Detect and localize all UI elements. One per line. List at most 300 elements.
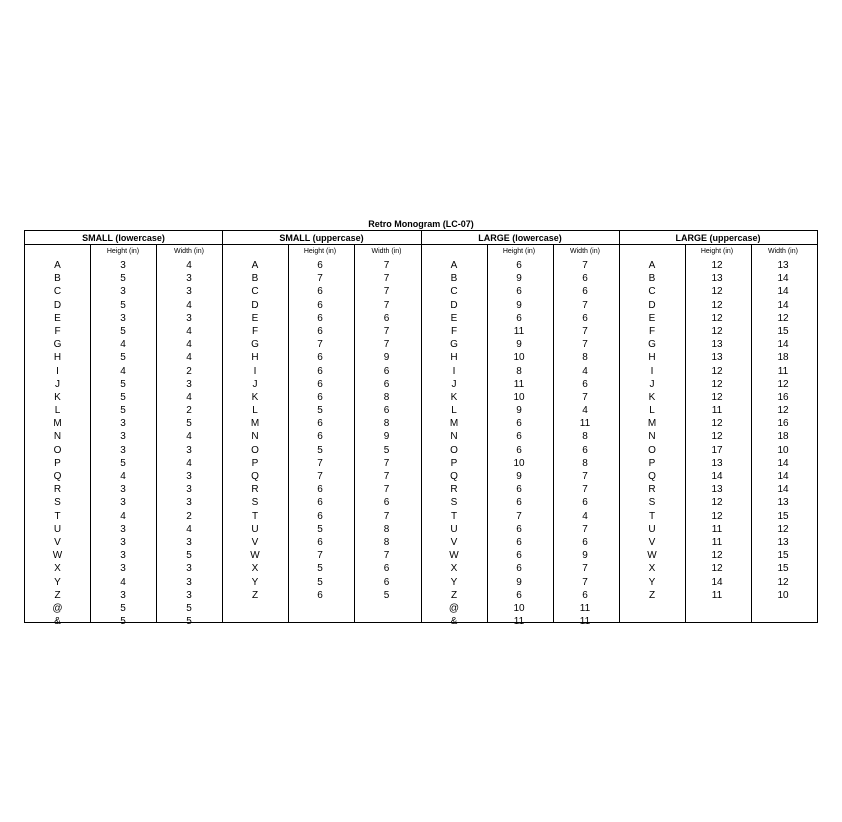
letter-cell: E (450, 312, 458, 324)
height-cell: 5 (120, 325, 126, 337)
height-cell: 7 (317, 457, 323, 469)
height-cell: 5 (317, 523, 323, 535)
letter-cell: Y (54, 576, 61, 588)
letter-cell: Z (54, 589, 61, 601)
letter-cell: B (648, 273, 656, 285)
height-cell: 3 (120, 312, 126, 324)
width-cell: 6 (582, 273, 588, 285)
width-cell: 8 (383, 523, 390, 535)
width-cell: 6 (383, 312, 390, 324)
width-cell: 6 (383, 378, 390, 390)
letter-cell: G (53, 339, 62, 351)
width-cell: 18 (777, 352, 789, 364)
letter-column (222, 259, 288, 602)
width-cell: 10 (777, 589, 789, 601)
width-cell: 15 (777, 563, 789, 575)
letter-cell: Z (450, 589, 458, 601)
width-cell: 7 (383, 260, 390, 271)
letter-cell: V (54, 536, 61, 548)
height-cell: 5 (120, 378, 126, 390)
height-cell: 9 (516, 273, 522, 285)
width-cell: 4 (582, 365, 588, 377)
height-cell: 14 (711, 576, 723, 588)
width-cell: 5 (383, 589, 390, 601)
width-cell: 14 (777, 339, 789, 351)
height-cell: 7 (516, 510, 522, 522)
letter-cell: H (53, 352, 62, 364)
letter-cell: S (251, 497, 259, 509)
height-cell: 6 (516, 523, 522, 535)
height-cell: 10 (513, 457, 525, 469)
height-cell: 12 (711, 260, 723, 271)
width-cell: 6 (582, 444, 588, 456)
height-cell: 3 (120, 563, 126, 575)
letter-cell: T (648, 510, 656, 522)
width-cell: 7 (582, 339, 588, 351)
width-cell: 11 (579, 616, 591, 628)
height-cell: 9 (516, 576, 522, 588)
letter-cell: J (451, 378, 457, 390)
width-cell: 7 (383, 510, 390, 522)
width-cell: 6 (582, 536, 588, 548)
height-column (287, 259, 353, 602)
height-cell: 6 (317, 286, 323, 298)
letter-cell: W (250, 550, 260, 562)
height-cell: 6 (317, 536, 323, 548)
letter-cell: T (251, 510, 259, 522)
height-cell: 9 (516, 471, 522, 482)
height-cell: 3 (120, 497, 126, 509)
letter-cell: I (452, 365, 456, 377)
letter-cell: Q (251, 471, 259, 482)
height-column-header: Height (in) (106, 248, 140, 255)
height-column-header: Height (in) (303, 248, 337, 255)
letter-cell: P (54, 457, 61, 469)
height-cell: 11 (513, 378, 525, 390)
width-cell: 14 (777, 471, 789, 482)
letter-cell: L (54, 405, 61, 417)
height-cell: 4 (120, 576, 126, 588)
width-cell: 4 (582, 510, 588, 522)
width-column (156, 259, 222, 628)
height-cell: 6 (317, 312, 323, 324)
letter-cell: Q (648, 471, 656, 482)
width-cell: 3 (186, 273, 192, 285)
letter-cell: Y (648, 576, 656, 588)
group-title-small-uppercase: SMALL (uppercase) (279, 233, 364, 243)
width-cell: 6 (582, 589, 588, 601)
height-cell: 4 (120, 471, 126, 482)
width-cell: 14 (777, 484, 789, 496)
letter-cell: C (251, 286, 259, 298)
letter-cell: W (449, 550, 459, 562)
width-cell: 7 (383, 273, 390, 285)
letter-cell: O (648, 444, 656, 456)
height-cell: 14 (711, 471, 723, 482)
height-cell: 11 (711, 405, 723, 417)
width-cell: 7 (582, 523, 588, 535)
group-title-small-lowercase: SMALL (lowercase) (82, 233, 165, 243)
width-cell: 14 (777, 273, 789, 285)
height-cell: 6 (317, 484, 323, 496)
height-cell: 6 (317, 431, 323, 443)
width-cell: 7 (582, 260, 588, 271)
letter-column (619, 259, 685, 602)
height-cell: 12 (711, 510, 723, 522)
letter-cell: R (53, 484, 62, 496)
letter-cell: V (450, 536, 458, 548)
height-cell: 7 (317, 273, 323, 285)
height-cell: 6 (516, 589, 522, 601)
letter-cell: L (451, 405, 457, 417)
width-cell: 6 (383, 405, 390, 417)
height-cell: 12 (711, 286, 723, 298)
width-column-header: Width (in) (570, 248, 600, 255)
width-cell: 6 (383, 497, 390, 509)
letter-cell: Y (251, 576, 259, 588)
document-title: Retro Monogram (LC-07) (368, 219, 474, 229)
width-cell: 7 (383, 339, 390, 351)
width-column-header: Width (in) (768, 248, 798, 255)
width-cell: 8 (383, 391, 390, 403)
height-cell: 11 (513, 616, 525, 628)
height-cell: 12 (711, 312, 723, 324)
letter-cell: J (55, 378, 60, 390)
width-cell: 6 (383, 576, 390, 588)
letter-cell: Y (450, 576, 458, 588)
width-column-header: Width (in) (371, 248, 402, 255)
height-cell: 10 (513, 602, 525, 614)
letter-cell: M (449, 418, 459, 430)
height-cell: 13 (711, 339, 723, 351)
height-cell: 13 (711, 352, 723, 364)
letter-cell: N (53, 431, 62, 443)
letter-cell: J (252, 378, 258, 390)
height-cell: 12 (711, 391, 723, 403)
letter-cell: N (251, 431, 259, 443)
width-cell: 9 (582, 550, 588, 562)
width-cell: 4 (582, 405, 588, 417)
height-cell: 6 (516, 418, 522, 430)
letter-cell: F (251, 325, 259, 337)
letter-cell: R (648, 484, 656, 496)
width-cell: 12 (777, 576, 789, 588)
height-cell: 11 (711, 536, 723, 548)
width-cell: 14 (777, 286, 789, 298)
width-cell: 5 (383, 444, 390, 456)
height-cell: 11 (513, 325, 525, 337)
letter-cell: D (251, 299, 259, 311)
width-cell: 9 (383, 352, 390, 364)
height-cell: 5 (317, 563, 323, 575)
height-cell: 6 (516, 484, 522, 496)
letter-cell: X (251, 563, 259, 575)
height-cell: 6 (317, 365, 323, 377)
letter-cell: P (648, 457, 656, 469)
height-cell: 6 (317, 510, 323, 522)
height-cell: 6 (516, 312, 522, 324)
letter-cell: D (450, 299, 458, 311)
letter-cell: A (450, 260, 458, 271)
height-column-header: Height (in) (700, 248, 734, 255)
height-cell: 6 (516, 444, 522, 456)
width-cell: 7 (582, 484, 588, 496)
letter-cell: S (54, 497, 61, 509)
letter-cell: @ (448, 602, 460, 614)
height-column (90, 259, 156, 628)
width-cell: 7 (383, 325, 390, 337)
width-cell: 5 (186, 550, 192, 562)
width-cell: 11 (579, 602, 591, 614)
height-cell: 5 (120, 273, 126, 285)
letter-cell: K (54, 391, 61, 403)
height-cell: 3 (120, 418, 126, 430)
width-cell: 8 (582, 352, 588, 364)
height-cell: 3 (120, 523, 126, 535)
width-cell: 5 (186, 602, 192, 614)
height-cell: 7 (317, 471, 323, 482)
height-cell: 13 (711, 273, 723, 285)
width-cell: 6 (582, 378, 588, 390)
height-cell: 13 (711, 457, 723, 469)
width-cell: 3 (186, 312, 192, 324)
height-cell: 10 (513, 352, 525, 364)
letter-cell: K (450, 391, 458, 403)
letter-cell: A (648, 260, 656, 271)
width-cell: 12 (777, 378, 789, 390)
width-cell: 4 (186, 299, 192, 311)
height-cell: 6 (317, 418, 323, 430)
width-cell: 15 (777, 510, 789, 522)
width-cell: 5 (186, 418, 192, 430)
letter-cell: @ (52, 602, 63, 614)
height-cell: 6 (516, 497, 522, 509)
letter-cell: K (251, 391, 259, 403)
height-cell: 7 (317, 550, 323, 562)
letter-cell: U (648, 523, 656, 535)
width-cell: 7 (383, 286, 390, 298)
width-cell: 6 (383, 563, 390, 575)
height-cell: 12 (711, 431, 723, 443)
letter-cell: D (53, 299, 62, 311)
height-cell: 8 (516, 365, 522, 377)
letter-cell: B (450, 273, 458, 285)
width-cell: 7 (582, 563, 588, 575)
letter-cell: J (649, 378, 655, 390)
letter-column (25, 259, 90, 628)
letter-cell: D (648, 299, 656, 311)
height-cell: 3 (120, 550, 126, 562)
width-cell: 4 (186, 523, 192, 535)
letter-cell: T (450, 510, 458, 522)
width-cell: 12 (777, 405, 789, 417)
letter-cell: A (54, 260, 61, 271)
width-cell: 7 (582, 471, 588, 482)
height-cell: 6 (317, 497, 323, 509)
height-cell: 9 (516, 299, 522, 311)
width-cell: 3 (186, 444, 192, 456)
width-cell: 6 (383, 365, 390, 377)
height-cell: 12 (711, 365, 723, 377)
height-cell: 5 (120, 457, 126, 469)
letter-cell: M (647, 418, 657, 430)
width-cell: 16 (777, 418, 789, 430)
width-cell: 6 (582, 497, 588, 509)
height-cell: 4 (120, 339, 126, 351)
width-cell: 7 (582, 576, 588, 588)
width-cell: 11 (579, 418, 591, 430)
letter-cell: V (251, 536, 259, 548)
width-cell: 12 (777, 523, 789, 535)
width-cell: 8 (582, 457, 588, 469)
width-cell: 15 (777, 325, 789, 337)
height-cell: 11 (711, 589, 723, 601)
width-cell: 15 (777, 550, 789, 562)
height-cell: 3 (120, 444, 126, 456)
height-cell: 12 (711, 325, 723, 337)
group-title-large-lowercase: LARGE (lowercase) (478, 233, 562, 243)
letter-cell: T (54, 510, 61, 522)
height-cell: 5 (120, 616, 126, 628)
height-cell: 5 (317, 576, 323, 588)
letter-cell: F (54, 325, 61, 337)
height-cell: 6 (317, 391, 323, 403)
monogram-size-table (24, 230, 818, 628)
letter-cell: E (648, 312, 656, 324)
width-cell: 2 (186, 405, 192, 417)
height-cell: 3 (120, 286, 126, 298)
width-cell: 7 (582, 299, 588, 311)
letter-cell: V (648, 536, 656, 548)
width-cell: 16 (777, 391, 789, 403)
height-cell: 12 (711, 378, 723, 390)
width-cell: 4 (186, 431, 192, 443)
width-cell: 7 (383, 299, 390, 311)
height-cell: 10 (513, 391, 525, 403)
width-cell: 2 (186, 365, 192, 377)
height-cell: 6 (317, 378, 323, 390)
width-cell: 9 (383, 431, 390, 443)
letter-cell: I (650, 365, 654, 377)
letter-cell: W (52, 550, 63, 562)
group-title-large-uppercase: LARGE (uppercase) (675, 233, 761, 243)
width-cell: 2 (186, 510, 192, 522)
width-column (750, 259, 816, 602)
width-cell: 13 (777, 260, 789, 271)
width-cell: 3 (186, 471, 192, 482)
letter-cell: G (450, 339, 458, 351)
height-cell: 5 (317, 405, 323, 417)
width-cell: 10 (777, 444, 789, 456)
height-column (486, 259, 552, 628)
width-cell: 14 (777, 457, 789, 469)
letter-cell: X (450, 563, 458, 575)
height-cell: 4 (120, 510, 126, 522)
letter-cell: R (251, 484, 259, 496)
height-cell: 4 (120, 365, 126, 377)
height-cell: 3 (120, 484, 126, 496)
width-cell: 13 (777, 536, 789, 548)
letter-cell: W (647, 550, 657, 562)
height-cell: 6 (317, 352, 323, 364)
letter-cell: L (649, 405, 655, 417)
letter-cell: P (251, 457, 259, 469)
width-cell: 4 (186, 352, 192, 364)
width-cell: 13 (777, 497, 789, 509)
width-cell: 3 (186, 563, 192, 575)
width-cell: 4 (186, 391, 192, 403)
width-cell: 7 (383, 471, 390, 482)
letter-cell: N (648, 431, 656, 443)
letter-cell: Q (450, 471, 458, 482)
letter-cell: H (648, 352, 656, 364)
height-cell: 6 (516, 536, 522, 548)
height-cell: 12 (711, 299, 723, 311)
width-cell: 3 (186, 536, 192, 548)
height-cell: 6 (516, 431, 522, 443)
letter-cell: A (251, 260, 259, 271)
letter-cell: I (253, 365, 257, 377)
letter-cell: E (54, 312, 61, 324)
width-column (552, 259, 618, 628)
height-cell: 5 (120, 602, 126, 614)
height-cell: 3 (120, 536, 126, 548)
letter-cell: S (450, 497, 458, 509)
letter-cell: Q (53, 471, 62, 482)
height-cell: 5 (317, 444, 323, 456)
letter-cell: E (251, 312, 259, 324)
letter-cell: U (251, 523, 259, 535)
height-cell: 17 (711, 444, 723, 456)
width-column (353, 259, 420, 602)
height-cell: 9 (516, 339, 522, 351)
width-cell: 6 (582, 312, 588, 324)
height-cell: 6 (317, 299, 323, 311)
width-cell: 4 (186, 260, 192, 271)
letter-cell: O (251, 444, 259, 456)
letter-cell: R (450, 484, 458, 496)
height-cell: 12 (711, 563, 723, 575)
width-cell: 12 (777, 312, 789, 324)
height-cell: 12 (711, 418, 723, 430)
height-cell: 3 (120, 260, 126, 271)
width-cell: 3 (186, 378, 192, 390)
width-cell: 6 (582, 286, 588, 298)
letter-cell: C (450, 286, 458, 298)
letter-cell: B (251, 273, 259, 285)
width-cell: 3 (186, 589, 192, 601)
height-cell: 6 (317, 589, 323, 601)
letter-cell: X (54, 563, 61, 575)
letter-cell: U (53, 523, 62, 535)
letter-cell: & (54, 616, 61, 628)
height-cell: 6 (317, 260, 323, 271)
letter-cell: & (450, 616, 458, 628)
letter-cell: X (648, 563, 656, 575)
height-cell: 6 (516, 563, 522, 575)
height-cell: 13 (711, 484, 723, 496)
height-cell: 6 (516, 260, 522, 271)
letter-cell: K (648, 391, 656, 403)
width-cell: 7 (383, 484, 390, 496)
height-column-header: Height (in) (502, 248, 536, 255)
letter-cell: H (251, 352, 259, 364)
width-cell: 8 (383, 536, 390, 548)
width-cell: 4 (186, 339, 192, 351)
width-cell: 8 (383, 418, 390, 430)
letter-cell: M (53, 418, 62, 430)
width-cell: 7 (383, 550, 390, 562)
